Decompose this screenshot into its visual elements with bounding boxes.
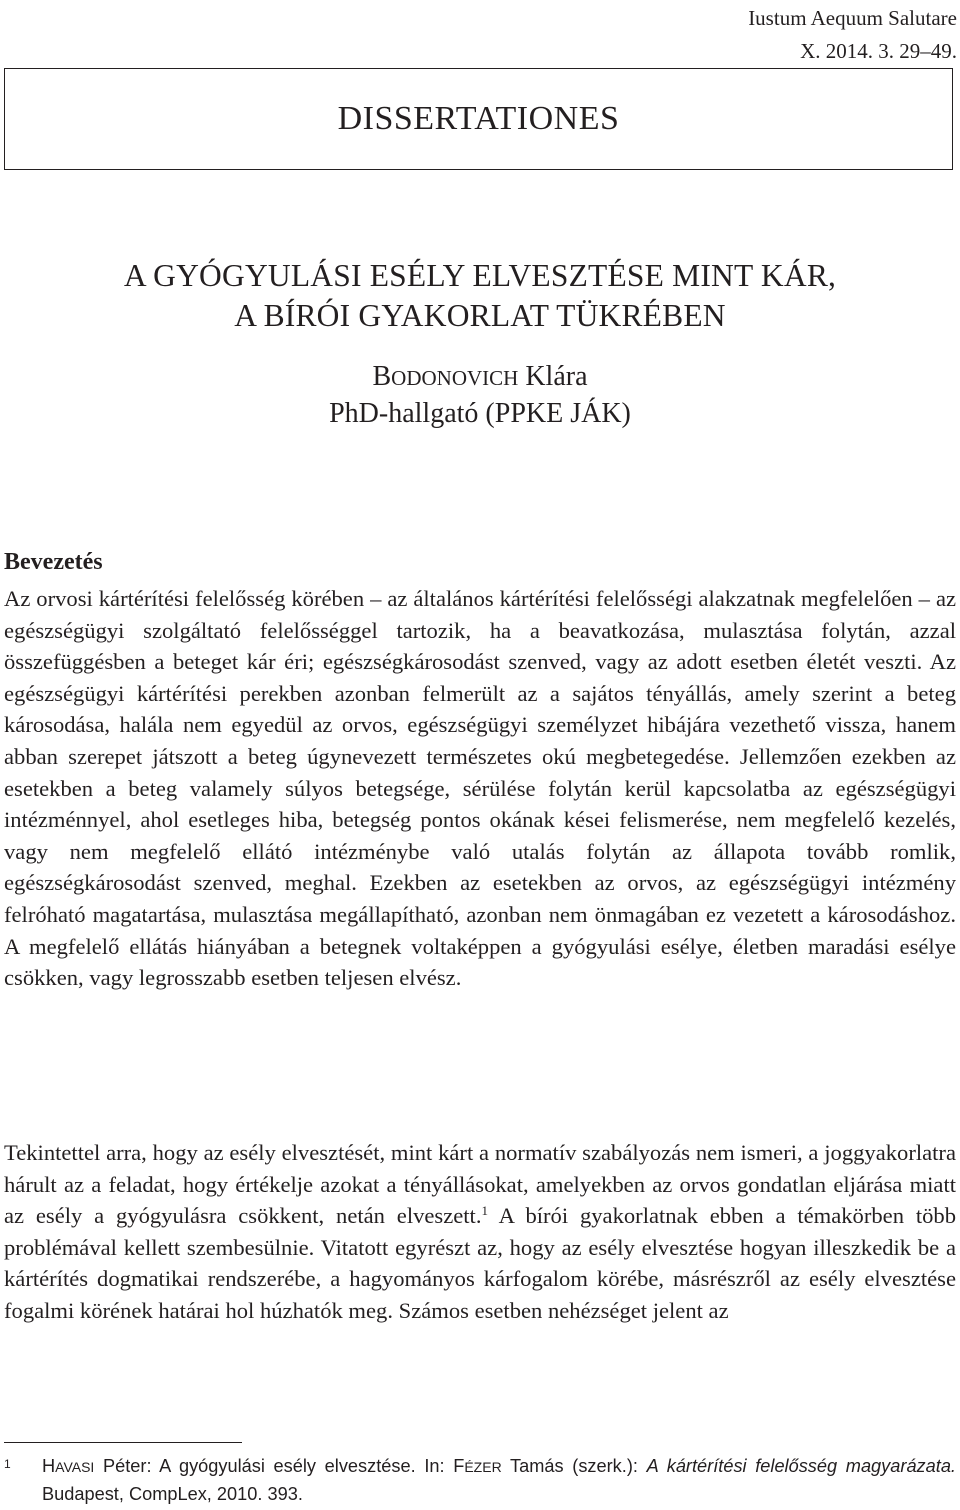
journal-name: Iustum Aequum Salutare [748,6,957,30]
author-surname-rest: ODONOVICH [391,366,519,390]
article-title [0,256,960,336]
author-surname-initial: B [372,361,392,392]
paragraph-2-after-ref: A bírói gyakorlatnak ebben a témakörben több problémával kellett szembesülnie. Vitatott egyrészt az, hogy az esély elvesztése hogyan illeszkedik be a kártérítés dogmatikai rendszerébe, a hagyományos kárfogalom körébe, másrészről az esély elvesztése fogalmi körének határai hol húzhatók meg. Számos esetben nehézséget jelent az [4,1203,956,1323]
author-name [0,359,960,396]
section-title-box [4,68,953,170]
footnote-author2-initial: F [453,1456,465,1476]
footnote-author1-initial: H [42,1456,56,1476]
footnote-publication: Budapest, CompLex, 2010. 393. [42,1484,303,1504]
footnote-number: 1 [4,1457,11,1471]
footnote-book-title: A kártérítési felelősség magyarázata. [646,1456,956,1476]
author-block [0,359,960,432]
article-title-line-2: A BÍRÓI GYAKORLAT TÜKRÉBEN [234,298,726,333]
journal-info [748,2,957,68]
article-title-line-1: A GYÓGYULÁSI ESÉLY ELVESZTÉSE MINT KÁR, [123,258,837,293]
footnote-text [42,1453,956,1508]
author-given-name: Klára [525,361,588,392]
journal-issue: X. 2014. 3. 29–49. [800,39,957,63]
paragraph-1: Az orvosi kártérítési felelősség körében – az általános kártérítési felelősségi alakzatnak megfelelően – az egészségügyi szolgáltató felelősséggel tartozik, ha a beavatkozása, mulasztása folytán, azzal összefüggésben a beteget kár éri; egészségkárosodást szenved, vagy az adott esetben életét veszti. Az egészségügyi kártérítési perekben azonban felmerült az a sajátos tényállás, amely szerint a beteg károsodása, halála nem egyedül az orvos, egészségügyi személyzet hibájára vezethető vissza, hanem abban szerepet játszott a beteg úgynevezett természetes okú megbetegedése. Jellemzően ezekben az esetekben a beteg valamely súlyos betegsége, sérülése folytán kerül kapcsolatba az egészségügyi intézménnyel, ahol esetleges hiba, betegség pontos okának kései felismerése, nem megfelelő kezelés, vagy nem megfelelő ellátó intézménybe való utalás folytán az állapota tovább romlik, egészségkárosodást szenved, meghal. Ezekben az esetekben az orvos, az egészségügyi intézmény felróható magatartása, mulasztása megállapítható, azonban nem önmagában ez vezetett a károsodáshoz. A megfelelő ellátás hiányában a betegnek voltaképpen a gyógyulási esélye, életben maradási esélye csökken, vagy legrosszabb esetben teljesen elvész. [4,586,956,991]
footnote-separator [4,1442,242,1443]
footnote [4,1453,956,1508]
footnote-author1-rest: AVASI [55,1459,95,1475]
footnote-author1-given: Péter: A gyógyulási esély elvesztése. In: [102,1456,454,1476]
section-heading: Bevezetés [4,549,103,575]
section-title: DISSERTATIONES [337,100,620,137]
footnote-reference[interactable]: 1 [481,1203,488,1219]
footnote-author2-given: Tamás (szerk.): [510,1456,638,1476]
paragraph-2 [4,1137,956,1327]
author-affiliation: PhD-hallgató (PPKE JÁK) [329,398,631,429]
footnote-author2-rest: ÉZER [464,1459,502,1475]
paragraph-2-before-ref: Tekintettel arra, hogy az esély elvesztését, mint kárt a normatív szabályozás nem ismeri, a joggyakorlatra hárult az a feladat, hogy értékelje azokat a tényállásokat, amelyekben az orvos gondatlan eljárása miatt az esély a gyógyulásra csökkent, netán elveszett. [4,1140,956,1229]
